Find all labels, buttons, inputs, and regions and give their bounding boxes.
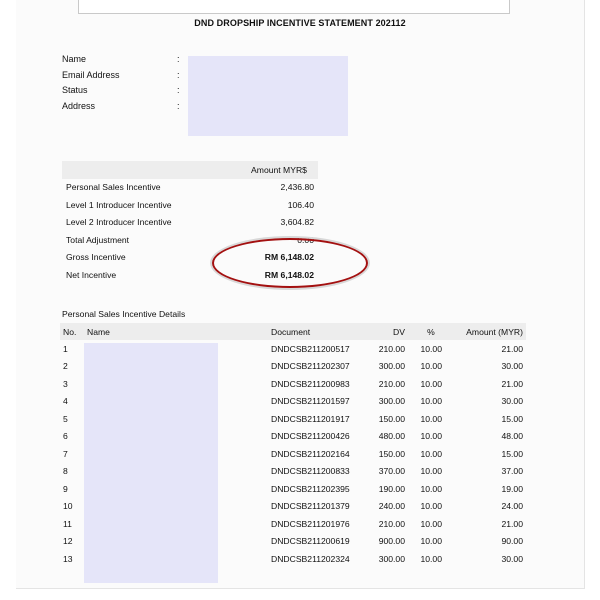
cell-amount: 90.00 (501, 536, 523, 547)
cell-document: DNDCSB211202395 (271, 483, 350, 494)
cell-amount: 48.00 (501, 431, 523, 442)
cell-dv: 300.00 (378, 361, 405, 372)
summary-amount: 106.40 (287, 199, 314, 210)
summary-header-row (62, 161, 318, 179)
cell-pct: 10.00 (420, 483, 442, 494)
cell-amount: 21.00 (501, 378, 523, 389)
cell-amount: 24.00 (501, 501, 523, 512)
gross-incentive-amount: RM 6,148.02 (264, 252, 314, 263)
summary-label: Net Incentive (66, 269, 117, 280)
col-header-name: Name (84, 323, 268, 340)
info-colon: : (177, 100, 180, 111)
cell-no: 7 (63, 448, 68, 459)
cell-document: DNDCSB211201597 (271, 396, 350, 407)
cell-no: 1 (63, 343, 68, 354)
cell-amount: 21.00 (501, 343, 523, 354)
cell-dv: 210.00 (378, 343, 405, 354)
col-header-amount: Amount (MYR) (454, 323, 526, 340)
cell-pct: 10.00 (420, 361, 442, 372)
cell-pct: 10.00 (420, 536, 442, 547)
cell-document: DNDCSB211200983 (271, 378, 350, 389)
summary-amount: 2,436.80 (280, 182, 314, 193)
cell-pct: 10.00 (420, 413, 442, 424)
cell-pct: 10.00 (420, 501, 442, 512)
summary-row (62, 196, 318, 214)
cell-document: DNDCSB211200426 (271, 431, 350, 442)
cell-no: 11 (63, 518, 72, 529)
summary-amount: 3,604.82 (280, 217, 314, 228)
details-header-row (60, 323, 526, 340)
cell-no: 9 (63, 483, 68, 494)
info-colon: : (177, 54, 180, 64)
summary-label: Level 2 Introducer Incentive (66, 217, 172, 228)
cell-document: DNDCSB211202324 (271, 553, 350, 564)
info-label-address: Address (62, 100, 96, 111)
cell-pct: 10.00 (420, 396, 442, 407)
cell-dv: 370.00 (378, 466, 405, 477)
statement-page (16, 0, 585, 589)
cell-no: 8 (63, 466, 68, 477)
cell-dv: 150.00 (378, 448, 405, 459)
summary-row (62, 214, 318, 232)
cell-amount: 19.00 (501, 483, 523, 494)
col-header-dv: DV (362, 323, 408, 340)
col-header-document: Document (268, 323, 362, 340)
redacted-names (84, 343, 218, 583)
top-frame (78, 0, 510, 14)
cell-document: DNDCSB211201917 (271, 413, 350, 424)
cell-dv: 480.00 (378, 431, 405, 442)
cell-pct: 10.00 (420, 343, 442, 354)
info-label-status: Status (62, 85, 88, 95)
cell-pct: 10.00 (420, 431, 442, 442)
cell-dv: 300.00 (378, 396, 405, 407)
col-header-pct: % (408, 323, 454, 340)
summary-header-amount: Amount MYR$ (240, 161, 318, 179)
cell-no: 10 (63, 501, 73, 512)
info-colon: : (177, 69, 180, 80)
cell-no: 3 (63, 378, 68, 389)
cell-amount: 15.00 (501, 413, 523, 424)
cell-dv: 900.00 (378, 536, 405, 547)
cell-pct: 10.00 (420, 448, 442, 459)
cell-document: DNDCSB211200833 (271, 466, 350, 477)
cell-dv: 210.00 (378, 518, 405, 529)
cell-document: DNDCSB211200619 (271, 536, 350, 547)
cell-pct: 10.00 (420, 378, 442, 389)
cell-no: 12 (63, 536, 73, 547)
cell-document: DNDCSB211202307 (271, 361, 350, 372)
redacted-member-details (188, 56, 348, 136)
cell-no: 2 (63, 361, 68, 372)
cell-document: DNDCSB211200517 (271, 343, 350, 354)
col-header-no: No. (60, 323, 84, 340)
statement-title: DND DROPSHIP INCENTIVE STATEMENT 202112 (194, 18, 406, 28)
summary-label: Gross Incentive (66, 252, 126, 263)
summary-label: Total Adjustment (66, 234, 130, 245)
cell-dv: 190.00 (378, 483, 405, 494)
details-section-title: Personal Sales Incentive Details (62, 309, 186, 319)
highlight-ellipse (212, 238, 368, 288)
cell-amount: 21.00 (501, 518, 523, 529)
net-incentive-amount: RM 6,148.02 (264, 269, 314, 280)
cell-pct: 10.00 (420, 518, 442, 529)
cell-document: DNDCSB211201976 (271, 518, 350, 529)
summary-row (62, 179, 318, 197)
cell-amount: 37.00 (501, 466, 523, 477)
cell-amount: 30.00 (501, 361, 523, 372)
cell-dv: 210.00 (378, 378, 405, 389)
cell-amount: 30.00 (501, 553, 523, 564)
summary-label: Level 1 Introducer Incentive (66, 199, 172, 210)
summary-header-blank (62, 161, 240, 179)
info-label-name: Name (62, 54, 87, 64)
cell-pct: 10.00 (420, 466, 442, 477)
cell-amount: 30.00 (501, 396, 523, 407)
cell-amount: 15.00 (501, 448, 523, 459)
cell-no: 6 (63, 431, 68, 442)
cell-no: 13 (63, 553, 73, 564)
cell-dv: 300.00 (378, 553, 405, 564)
info-label-email: Email Address (62, 69, 120, 80)
cell-document: DNDCSB211202164 (271, 448, 350, 459)
summary-label: Personal Sales Incentive (66, 182, 161, 193)
summary-amount: 0.00 (297, 234, 314, 245)
cell-document: DNDCSB211201379 (271, 501, 350, 512)
cell-pct: 10.00 (420, 553, 442, 564)
info-colon: : (177, 85, 180, 95)
cell-no: 4 (63, 396, 68, 407)
cell-dv: 240.00 (378, 501, 405, 512)
cell-dv: 150.00 (378, 413, 405, 424)
cell-no: 5 (63, 413, 68, 424)
